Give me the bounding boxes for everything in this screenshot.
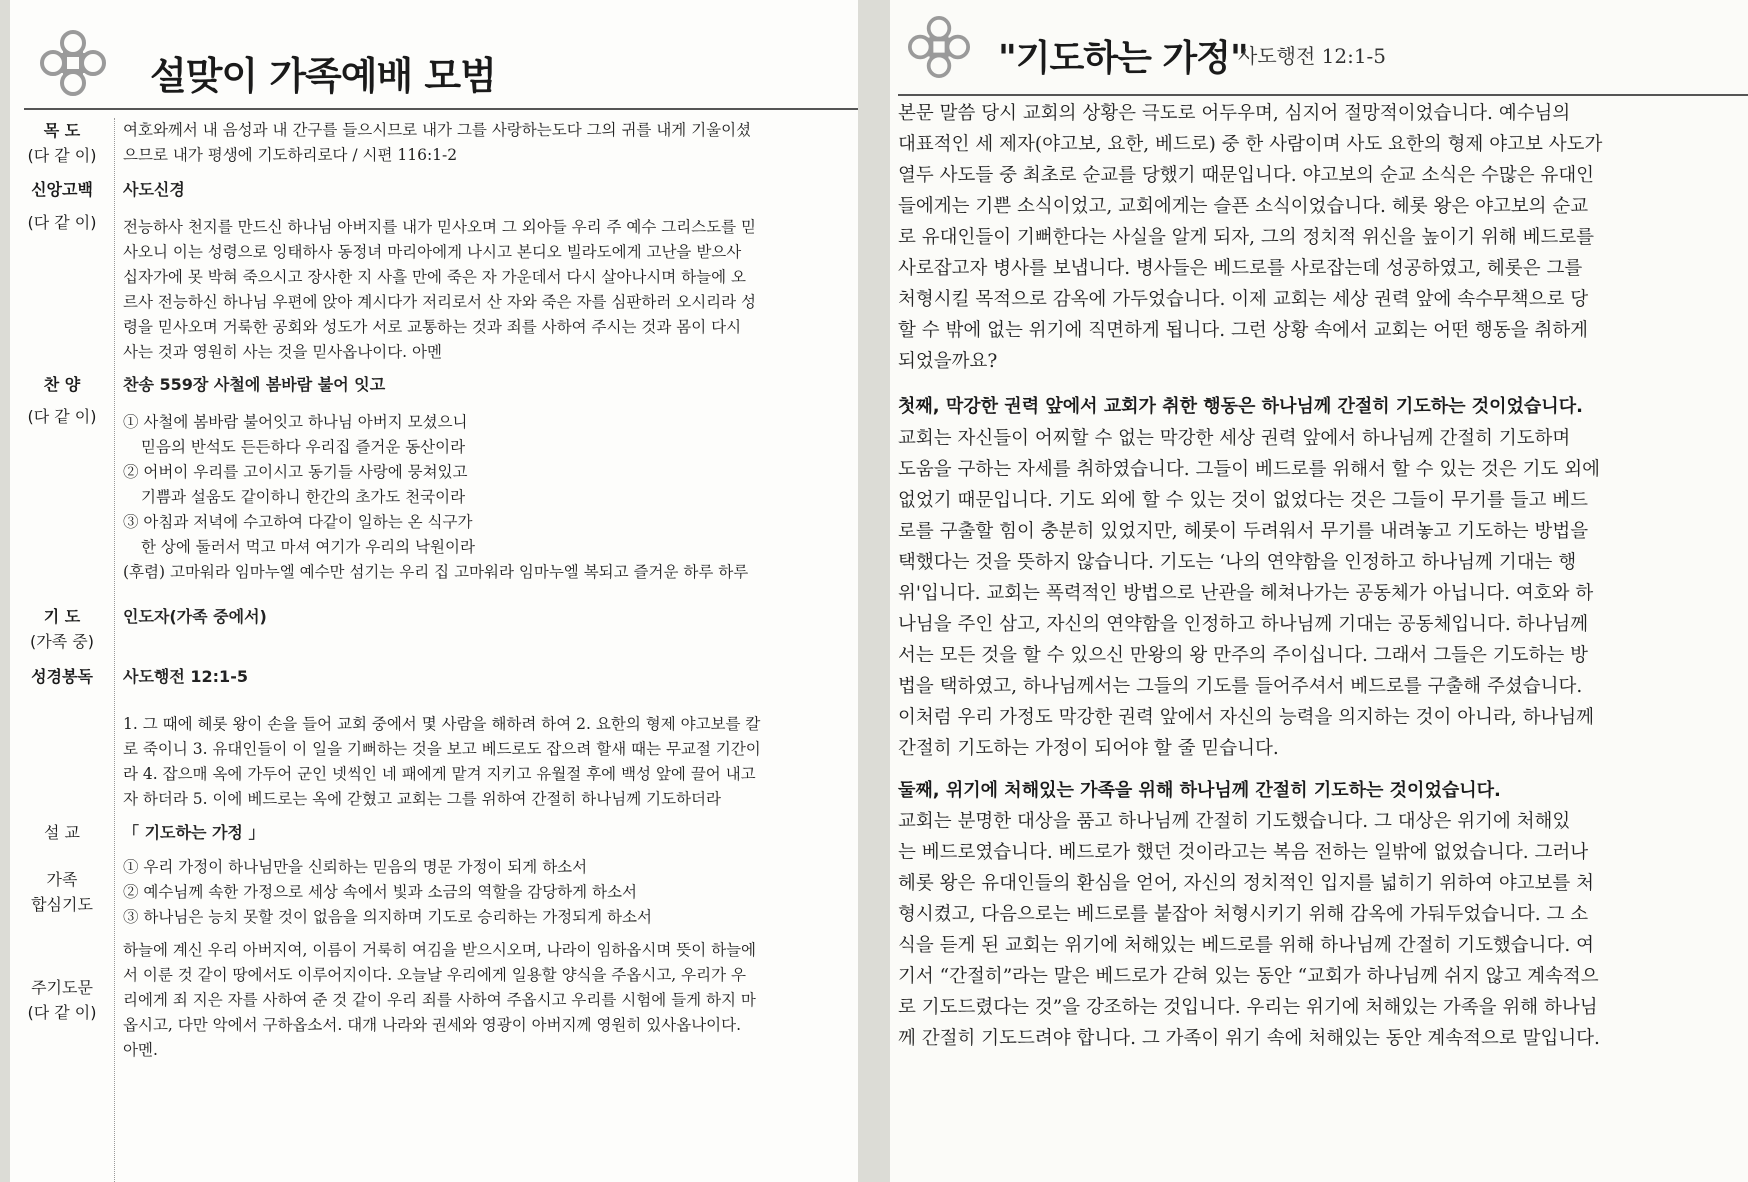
- lords-line: 하늘에 계신 우리 아버지여, 이름이 거룩히 여김을 받으시오며, 나라이 임하옵시며 뜻이 하늘에: [123, 941, 757, 959]
- column-divider: [114, 118, 115, 1182]
- right-page: [890, 0, 1748, 1182]
- section-heading-1: 첫째, 막강한 권력 앞에서 교회가 취한 행동은 하나님께 간절히 기도하는 것이었습니다.: [898, 396, 1583, 417]
- family-label-2: 합심기도: [31, 895, 93, 914]
- text-line: 헤롯 왕은 유대인들의 환심을 얻어, 자신의 정치적인 입지를 넓히기 위하여 야고보를 처: [898, 873, 1595, 894]
- hymn-line: ① 사철에 봄바람 불어잇고 하나님 아버지 모셨으니: [123, 413, 468, 431]
- family-prayer-content: [123, 855, 858, 930]
- family-line: ② 예수님께 속한 가정으로 세상 속에서 빛과 소금의 역할을 감당하게 하소서: [123, 883, 637, 901]
- text-line: 법을 택하였고, 하나님께서는 그들의 기도를 들어주셔서 베드로를 구출해 주셨습니다.: [898, 676, 1583, 697]
- sermon-title: 「 기도하는 가정 」: [123, 823, 265, 842]
- mokdo-label: [10, 118, 114, 168]
- prayer-label-text: 기 도: [43, 607, 81, 626]
- interlaced-knot-cross-icon: [908, 16, 970, 78]
- family-label-1: 가족: [46, 870, 78, 889]
- reading-line: 1. 그 때에 헤롯 왕이 손을 들어 교회 중에서 몇 사람을 해하려 하여 2. 요한의 형제 야고보를 칼: [123, 715, 761, 733]
- creed-line: 십자가에 못 박혀 죽으시고 장사한 지 사흘 만에 죽은 자 가운데서 다시 살아나시며 하늘에 오: [123, 268, 746, 286]
- title-divider: [898, 94, 1748, 96]
- text-line: 들에게는 기쁜 소식이었고, 교회에게는 슬픈 소식이었습니다. 헤롯 왕은 야고보의 순교: [898, 196, 1589, 217]
- text-line: 할 수 밖에 없는 위기에 직면하게 됩니다. 그런 상황 속에서 교회는 어떤 행동을 취하게: [898, 320, 1588, 341]
- text-line: 서는 모든 것을 할 수 있으신 만왕의 왕 만주의 주이십니다. 그래서 그들은 기도하는 방: [898, 645, 1588, 666]
- creed-line: 사오니 이는 성령으로 잉태하사 동정녀 마리아에게 나시고 본디오 빌라도에게 고난을 받으사: [123, 243, 742, 261]
- lords-label: 주기도문: [31, 978, 93, 997]
- reading-content: [123, 712, 858, 812]
- hymn-label: 찬 양: [43, 375, 81, 394]
- prayer-sub: (가족 중): [30, 632, 94, 651]
- lords-prayer-content: [123, 938, 858, 1063]
- paragraph-2: [898, 806, 1738, 1054]
- text-line: 는 베드로였습니다. 베드로가 했던 것이라고는 복음 전하는 일밖에 없었습니다. 그러나: [898, 842, 1589, 863]
- reading-ref: 사도행전 12:1-5: [123, 667, 248, 686]
- mokdo-content: [123, 118, 858, 168]
- hymn-sub: (다 같 이): [27, 407, 97, 426]
- hymn-line: ② 어버이 우리를 고이시고 동기들 사랑에 뭉쳐있고: [123, 463, 468, 481]
- lords-line: 서 이룬 것 같이 땅에서도 이루어지이다. 오늘날 우리에게 일용할 양식을 주옵시고, 우리가 우: [123, 966, 746, 984]
- creed-title: 사도신경: [123, 180, 185, 199]
- lords-sub: (다 같 이): [27, 1003, 97, 1022]
- family-prayer-label: [10, 867, 114, 917]
- paragraph-1: [898, 423, 1738, 764]
- creed-line: 전능하사 천지를 만드신 하나님 아버지를 내가 믿사오며 그 외아들 우리 주 예수 그리스도를 믿: [123, 218, 757, 236]
- reading-line: 로 죽이니 3. 유대인들이 이 일을 기뻐하는 것을 보고 베드로도 잡으려 할새 때는 무교절 기간이: [123, 740, 761, 758]
- interlaced-knot-cross-icon: [40, 30, 106, 96]
- prayer-text: 인도자(가족 중에서): [123, 607, 267, 626]
- text-line: 위'입니다. 교회는 폭력적인 방법으로 난관을 헤쳐나가는 공동체가 아닙니다. 여호와 하: [898, 583, 1594, 604]
- hymn-refrain: (후렴) 고마워라 임마누엘 예수만 섬기는 우리 집 고마워라 임마누엘 복되고 즐거운 하루 하루: [123, 563, 749, 581]
- text-line: 로 유대인들이 기뻐한다는 사실을 알게 되자, 그의 정치적 위신을 높이기 위해 베드로를: [898, 227, 1595, 248]
- text-line: 도움을 구하는 자세를 취하였습니다. 그들이 베드로를 위해서 할 수 있는 것은 기도 외에: [898, 459, 1600, 480]
- sermon-heading: "기도하는 가정": [998, 38, 1248, 79]
- reading-line: 라 4. 잡으매 옥에 가두어 군인 넷씩인 네 패에게 맡겨 지키고 유월절 후에 백성 앞에 끌어 내고: [123, 765, 756, 783]
- text-line: 사로잡고자 병사를 보냅니다. 병사들은 베드로를 사로잡는데 성공하였고, 헤롯은 그를: [898, 258, 1583, 279]
- sermon-reference: 사도행전 12:1-5: [1238, 44, 1387, 68]
- lords-prayer-label: [10, 975, 114, 1025]
- family-line: ① 우리 가정이 하나님만을 신뢰하는 믿음의 명문 가정이 되게 하소서: [123, 858, 588, 876]
- text-line: 이처럼 우리 가정도 막강한 권력 앞에서 자신의 능력을 의지하는 것이 아니라, 하나님께: [898, 707, 1595, 728]
- creed-line: 령을 믿사오며 거룩한 공회와 성도가 서로 교통하는 것과 죄를 사하여 주시는 것과 몸이 다시: [123, 318, 742, 336]
- creed-label: 신앙고백: [31, 180, 93, 199]
- text-line: 교회는 자신들이 어찌할 수 없는 막강한 세상 권력 앞에서 하나님께 간절히 기도하며: [898, 428, 1571, 449]
- sermon-label: 설 교: [44, 823, 80, 842]
- text-line: 나님을 주인 삼고, 자신의 연약함을 인정하고 하나님께 기대는 공동체입니다. 하나님께: [898, 614, 1589, 635]
- text-line: 께 간절히 기도드려야 합니다. 그 가족이 위기 속에 처해있는 동안 계속적으로 말입니다.: [898, 1028, 1600, 1049]
- creed-sub: (다 같 이): [27, 213, 97, 232]
- text-line: 식을 듣게 된 교회는 위기에 처해있는 베드로를 위해 하나님께 간절히 기도했습니다. 여: [898, 935, 1595, 956]
- reading-label: 성경봉독: [31, 667, 93, 686]
- text-line: 대표적인 세 제자(야고보, 요한, 베드로) 중 한 사람이며 사도 요한의 형제 야고보 사도가: [898, 134, 1603, 155]
- lords-line: 리에게 죄 지은 자를 사하여 준 것 같이 우리 죄를 사하여 주옵시고 우리를 시험에 들게 하지 마: [123, 991, 756, 1009]
- page-title: 설맞이 가족예배 모범: [150, 54, 496, 98]
- intro-paragraph: [898, 98, 1738, 377]
- hymn-line: 한 상에 둘러서 먹고 마셔 여기가 우리의 낙원이라: [141, 538, 475, 556]
- lords-line: 아멘.: [123, 1041, 158, 1059]
- family-line: ③ 하나님은 능치 못할 것이 없음을 의지하며 기도로 승리하는 가정되게 하소서: [123, 908, 652, 926]
- title-divider: [24, 108, 858, 110]
- text-line: 본문 말씀 당시 교회의 상황은 극도로 어두우며, 심지어 절망적이었습니다. 예수님의: [898, 103, 1571, 124]
- creed-line: 사는 것과 영원히 사는 것을 믿사옵나이다. 아멘: [123, 343, 442, 361]
- text-line: 교회는 분명한 대상을 품고 하나님께 간절히 기도했습니다. 그 대상은 위기에 처해있: [898, 811, 1571, 832]
- text-line: 기서 “간절히”라는 말은 베드로가 갇혀 있는 동안 “교회가 하나님께 쉬지 않고 계속적으: [898, 966, 1599, 987]
- text-line: 로를 구출할 힘이 충분히 있었지만, 헤롯이 두려워서 무기를 내려놓고 기도하는 방법을: [898, 521, 1589, 542]
- text-line: 처형시킬 목적으로 감옥에 가두었습니다. 이제 교회는 세상 권력 앞에 속수무책으로 당: [898, 289, 1589, 310]
- creed-line: 르사 전능하신 하나님 우편에 앉아 계시다가 저리로서 산 자와 죽은 자를 심판하러 오시리라 성: [123, 293, 757, 311]
- section-heading-2: 둘째, 위기에 처해있는 가족을 위해 하나님께 간절히 기도하는 것이었습니다.: [898, 780, 1501, 801]
- mokdo-label-text: 목 도: [43, 121, 81, 140]
- creed-content: [123, 215, 858, 365]
- lords-line: 옵시고, 다만 악에서 구하옵소서. 대개 나라와 권세와 영광이 아버지께 영원히 있사옵나이다.: [123, 1016, 742, 1034]
- hymn-title: 찬송 559장 사철에 봄바람 불어 잇고: [123, 375, 386, 394]
- text-line: 열두 사도들 중 최초로 순교를 당했기 때문입니다. 야고보의 순교 소식은 수많은 유대인: [898, 165, 1595, 186]
- hymn-line: ③ 아침과 저녁에 수고하여 다같이 일하는 온 식구가: [123, 513, 473, 531]
- text-line: 형시켰고, 다음으로는 베드로를 붙잡아 처형시키기 위해 감옥에 가둬두었습니다. 그 소: [898, 904, 1589, 925]
- hymn-line: 기쁨과 설움도 같이하니 한간의 초가도 천국이라: [141, 488, 466, 506]
- text-line: 간절히 기도하는 가정이 되어야 할 줄 믿습니다.: [898, 738, 1279, 759]
- mokdo-sub: (다 같 이): [27, 146, 97, 165]
- text-line: 없었기 때문입니다. 기도 외에 할 수 있는 것이 없었다는 것은 그들이 무기를 들고 베드: [898, 490, 1588, 511]
- left-page: [10, 0, 858, 1182]
- mokdo-line: 으므로 내가 평생에 기도하리로다 / 시편 116:1-2: [123, 146, 458, 164]
- reading-line: 자 하더라 5. 이에 베드로는 옥에 갇혔고 교회는 그를 위하여 간절히 하나님께 기도하더라: [123, 790, 721, 808]
- text-line: 택했다는 것을 뜻하지 않습니다. 기도는 ‘나의 연약함을 인정하고 하나님께 기대는 행: [898, 552, 1577, 573]
- hymn-line: 믿음의 반석도 든든하다 우리집 즐거운 동산이라: [141, 438, 466, 456]
- text-line: 되었을까요?: [898, 351, 998, 372]
- prayer-label: [10, 604, 114, 654]
- text-line: 로 기도드렸다는 것”을 강조하는 것입니다. 우리는 위기에 처해있는 가족을 위해 하나님: [898, 997, 1598, 1018]
- mokdo-line: 여호와께서 내 음성과 내 간구를 들으시므로 내가 그를 사랑하는도다 그의 귀를 내게 기울이셨: [123, 121, 752, 139]
- hymn-content: [123, 410, 858, 585]
